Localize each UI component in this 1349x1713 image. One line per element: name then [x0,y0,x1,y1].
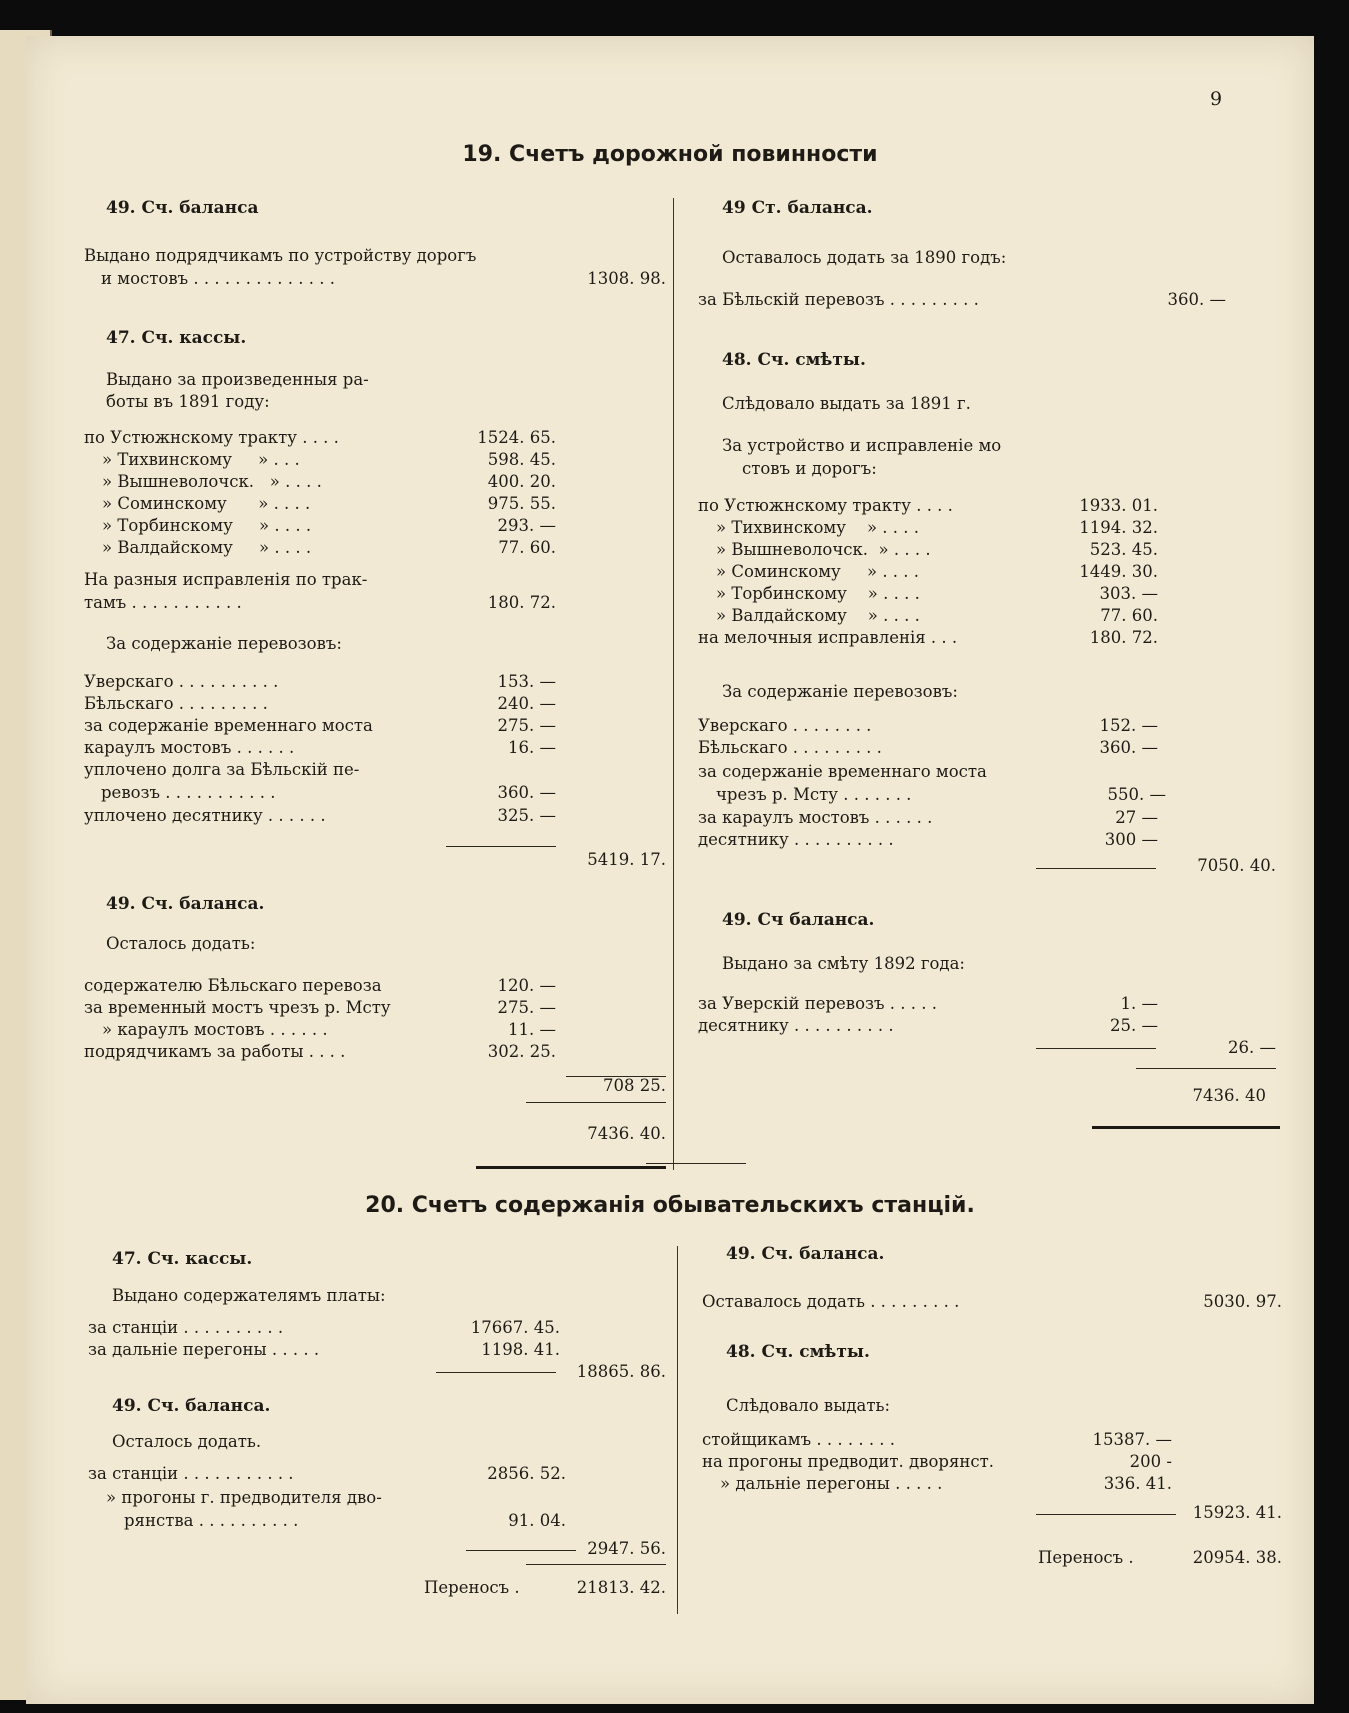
row-label: по Устюжнскому тракту . . . . [698,496,953,515]
row-label: на мелочныя исправленія . . . [698,628,958,647]
s19-left-text: уплочено долга за Бѣльскій пе- [84,760,360,779]
ledger-row [698,738,1178,760]
row-amount: 77. 60. [498,538,556,557]
total-rule [526,1564,666,1565]
ledger-row [84,450,564,472]
row-amount: 152. — [1099,716,1158,735]
s19-left-text: уплочено десятнику . . . . . . [84,806,326,825]
ledger-row [84,494,564,516]
total-rule [1136,1068,1276,1069]
ledger-row [698,808,1178,830]
s19-right-text: Оставалось додать за 1890 годъ: [722,248,1007,267]
s19-right-text: стовъ и дорогъ: [742,459,877,478]
ledger-row [698,518,1178,540]
s20-right-carry-label: Переносъ . [1038,1548,1134,1567]
s19-right-text: За содержаніе перевозовъ: [722,682,958,701]
s19-left-total: 7436. 40. [587,1124,666,1143]
s20-right-text: Слѣдовало выдать: [726,1396,891,1415]
s19-left-subtotal: 5419. 17. [587,850,666,869]
row-label: » Тихвинскому » . . . [102,450,300,469]
s19-left-heading-balance: 49. Сч. баланса [106,198,259,218]
row-label: караулъ мостовъ . . . . . . [84,738,295,757]
document-page [26,36,1314,1704]
ledger-row [698,584,1178,606]
ledger-row [84,428,564,450]
row-amount: 120. — [497,976,556,995]
row-amount: 300 — [1104,830,1158,849]
row-label: » Валдайскому » . . . . [716,606,920,625]
row-amount: 336. 41. [1103,1474,1172,1493]
s20-right-amount: 5030. 97. [1203,1292,1282,1311]
row-label: » Вышневолочск. » . . . . [716,540,931,559]
row-amount: 975. 55. [487,494,556,513]
ledger-row [84,472,564,494]
subtotal-rule [446,846,556,847]
s19-left-heading-cash: 47. Сч. кассы. [106,328,247,348]
ledger-row [84,716,564,738]
row-label: » Тихвинскому » . . . . [716,518,919,537]
row-label: за временный мостъ чрезъ р. Мсту [84,998,391,1017]
row-amount: 360. — [1099,738,1158,757]
row-amount: 180. 72. [1089,628,1158,647]
total-rule [526,1102,666,1103]
row-amount: 275. — [497,998,556,1017]
s20-left-carry-amount: 21813. 42. [576,1578,666,1597]
row-label: » Соминскому » . . . . [716,562,920,581]
row-label: стойщикамъ . . . . . . . . [702,1430,896,1449]
s19-left-text: За содержаніе перевозовъ: [106,634,342,653]
s20-left-text: Выдано содержателямъ платы: [112,1286,386,1305]
row-label: Бѣльскаго . . . . . . . . . [84,694,268,713]
ledger-row [698,716,1178,738]
row-label: десятнику . . . . . . . . . . [698,830,894,849]
s20-left-heading-cash: 47. Сч. кассы. [112,1249,253,1269]
row-amount: 1449. 30. [1079,562,1158,581]
s19-left-amount: 180. 72. [487,593,556,612]
s20-right-heading-balance: 49. Сч. баланса. [726,1244,885,1264]
row-amount: 1933. 01. [1079,496,1158,515]
ledger-row [698,994,1178,1016]
row-label: » Вышневолочск. » . . . . [102,472,322,491]
s19-right-text: За устройство и исправленіе мо [722,436,1002,455]
s19-right-heading-balance2: 49. Сч баланса. [722,910,875,930]
s19-left-subtotal: 708 25. [603,1076,666,1095]
s19-right-subtotal: 7050. 40. [1197,856,1276,875]
s20-right-carry-amount: 20954. 38. [1192,1548,1282,1567]
s19-left-amount: 360. — [497,783,556,802]
row-label: на прогоны предводит. дворянст. [702,1452,994,1471]
row-amount: 200 - [1129,1452,1172,1471]
row-amount: 303. — [1099,584,1158,603]
ledger-row [84,998,564,1020]
row-amount: 27 — [1115,808,1158,827]
ledger-row [84,672,564,694]
s20-left-text: » прогоны г. предводителя дво- [106,1488,382,1507]
total-double-rule [1092,1126,1280,1129]
row-label: Уверскаго . . . . . . . . [698,716,872,735]
row-label: за содержаніе временнаго моста [84,716,373,735]
s20-left-amount: 2856. 52. [487,1464,566,1483]
row-amount: 17667. 45. [470,1318,560,1337]
s20-right-text: Оставалось додать . . . . . . . . . [702,1292,960,1311]
section-20-title: 20. Счетъ содержанія обывательскихъ станцій. [365,1193,975,1218]
row-label: » дальніе перегоны . . . . . [720,1474,943,1493]
row-amount: 77. 60. [1100,606,1158,625]
row-label: » караулъ мостовъ . . . . . . [102,1020,328,1039]
row-amount: 25. — [1110,1016,1158,1035]
row-amount: 1524. 65. [477,428,556,447]
row-amount: 240. — [497,694,556,713]
s20-left-carry-label: Переносъ . [424,1578,520,1597]
s19-left-text: тамъ . . . . . . . . . . . [84,593,242,612]
section-19-title: 19. Счетъ дорожной повинности [462,142,878,167]
s19-right-heading-estimate: 48. Сч. смѣты. [722,350,866,370]
row-label: Уверскаго . . . . . . . . . . [84,672,279,691]
ledger-row [84,1020,564,1042]
s19-right-text: за Бѣльскій перевозъ . . . . . . . . . [698,290,979,309]
s20-left-heading-balance: 49. Сч. баланса. [112,1396,271,1416]
row-label: подрядчикамъ за работы . . . . [84,1042,346,1061]
s19-right-text: Слѣдовало выдать за 1891 г. [722,394,971,413]
column-divider [677,1246,678,1614]
s19-right-text: Выдано за смѣту 1892 года: [722,954,965,973]
s19-left-item-text: Выдано подрядчикамъ по устройству дорогъ [84,246,477,265]
ledger-row [88,1318,568,1340]
s19-left-amount: 325. — [497,806,556,825]
row-amount: 153. — [497,672,556,691]
s19-right-subtotal: 26. — [1228,1038,1276,1057]
row-label: » Валдайскому » . . . . [102,538,312,557]
s20-left-amount: 91. 04. [508,1511,566,1530]
ledger-row [84,538,564,560]
total-double-rule [476,1166,666,1169]
row-amount: 302. 25. [487,1042,556,1061]
row-amount: 1194. 32. [1079,518,1158,537]
section-divider-rule [646,1163,746,1164]
row-amount: 275. — [497,716,556,735]
ledger-row [84,1042,564,1064]
s20-right-heading-estimate: 48. Сч. смѣты. [726,1342,870,1362]
s19-left-text: ревозъ . . . . . . . . . . . [101,783,276,802]
ledger-row [698,1016,1178,1038]
row-label: десятнику . . . . . . . . . . [698,1016,894,1035]
row-label: за Уверскій перевозъ . . . . . [698,994,937,1013]
s19-left-item-text: и мостовъ . . . . . . . . . . . . . . [101,269,335,288]
ledger-row [698,830,1178,852]
s19-right-heading-balance: 49 Ст. баланса. [722,198,873,218]
ledger-row [698,540,1178,562]
row-label: » Соминскому » . . . . [102,494,311,513]
ledger-row [84,738,564,760]
s20-right-subtotal: 15923. 41. [1192,1503,1282,1522]
row-label: » Торбинскому » . . . . [716,584,920,603]
row-label: за караулъ мостовъ . . . . . . [698,808,933,827]
s20-left-text: рянства . . . . . . . . . . [124,1511,299,1530]
s19-left-text: Выдано за произведенныя ра- [106,370,369,389]
s20-left-text: Осталось додать. [112,1432,262,1451]
s20-left-subtotal: 18865. 86. [576,1362,666,1381]
ledger-row [84,976,564,998]
row-label: Бѣльскаго . . . . . . . . . [698,738,882,757]
s19-right-total: 7436. 40 [1192,1086,1266,1105]
ledger-row [698,628,1178,650]
row-amount: 598. 45. [487,450,556,469]
ledger-row [702,1430,1182,1452]
row-amount: 1198. 41. [481,1340,560,1359]
row-amount: 15387. — [1092,1430,1172,1449]
s20-left-subtotal: 2947. 56. [587,1539,666,1558]
column-divider [673,198,674,1170]
s19-left-item-amount: 1308. 98. [587,269,666,288]
s19-left-text: боты въ 1891 году: [106,392,270,411]
s19-left-text: На разныя исправленія по трак- [84,570,368,589]
row-label: содержателю Бѣльскаго перевоза [84,976,382,995]
row-amount: 16. — [508,738,556,757]
ledger-row [702,1474,1182,1496]
s20-left-text: за станціи . . . . . . . . . . . [88,1464,294,1483]
ledger-row [698,496,1178,518]
s19-left-heading-balance2: 49. Сч. баланса. [106,894,265,914]
row-amount: 11. — [508,1020,556,1039]
s19-right-text: чрезъ р. Мсту . . . . . . . [716,785,912,804]
row-amount: 523. 45. [1089,540,1158,559]
ledger-row [702,1452,1182,1474]
row-label: за станціи . . . . . . . . . . [88,1318,284,1337]
ledger-row [84,694,564,716]
row-amount: 293. — [497,516,556,535]
ledger-row [698,606,1178,628]
s19-right-amount: 360. — [1167,290,1226,309]
s19-right-amount: 550. — [1107,785,1166,804]
ledger-row [84,516,564,538]
row-label: за дальніе перегоны . . . . . [88,1340,320,1359]
ledger-row [88,1340,568,1362]
row-label: » Торбинскому » . . . . [102,516,312,535]
page-number: 9 [1210,88,1223,110]
row-amount: 400. 20. [487,472,556,491]
s19-right-text: за содержаніе временнаго моста [698,762,987,781]
row-label: по Устюжнскому тракту . . . . [84,428,339,447]
row-amount: 1. — [1120,994,1158,1013]
s19-left-text: Осталось додать: [106,934,256,953]
ledger-row [698,562,1178,584]
